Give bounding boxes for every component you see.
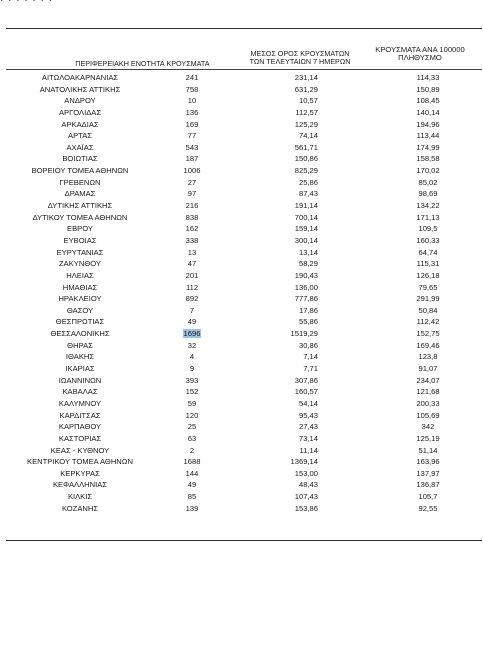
table-row xyxy=(0,316,483,328)
cell-region: ΙΩΑΝΝΙΝΩΝ xyxy=(58,375,102,385)
table-row xyxy=(0,503,483,515)
cell-per100k: 234,07 xyxy=(416,375,440,385)
cell-region: ΗΛΕΙΑΣ xyxy=(66,270,94,280)
selected-text-highlight[interactable]: 1696 xyxy=(183,329,201,339)
table-row xyxy=(0,375,483,387)
table-row xyxy=(0,258,483,270)
cell-region: ΚΑΛΥΜΝΟΥ xyxy=(58,398,102,408)
table-row xyxy=(0,188,483,200)
table-row xyxy=(0,491,483,503)
cell-region: ΚΑΣΤΟΡΙΑΣ xyxy=(58,433,102,443)
cell-cases: 49 xyxy=(187,480,197,490)
header-per100k-line2: ΠΛΗΘΥΣΜΟ xyxy=(398,53,442,62)
cell-region: ΙΘΑΚΗΣ xyxy=(65,352,95,362)
cell-per100k: 113,44 xyxy=(416,131,440,141)
table-row xyxy=(0,456,483,468)
cell-avg7: 1519,29 xyxy=(290,329,318,339)
cell-cases: 1688 xyxy=(183,457,201,467)
cell-region: ΑΡΤΑΣ xyxy=(68,131,92,141)
cell-avg7: 825,29 xyxy=(294,166,318,176)
table-row xyxy=(0,305,483,317)
cell-per100k: 112,42 xyxy=(416,317,440,327)
cell-region: ΚΑΡΠΑΘΟΥ xyxy=(58,422,102,432)
cell-cases: 4 xyxy=(189,352,195,362)
table-row xyxy=(0,421,483,433)
cell-region: ΕΥΡΥΤΑΝΙΑΣ xyxy=(56,247,104,257)
table-body xyxy=(0,72,483,514)
cell-region: ΑΡΓΟΛΙΔΑΣ xyxy=(58,107,102,117)
cell-cases: 1006 xyxy=(183,166,201,176)
cell-cases: 120 xyxy=(185,410,199,420)
cell-region: ΗΜΑΘΙΑΣ xyxy=(62,282,98,292)
cell-region: ΘΕΣΣΑΛΟΝΙΚΗΣ xyxy=(50,329,110,339)
cell-avg7: 13,14 xyxy=(298,247,318,257)
header-cases: ΚΡΟΥΣΜΑΤΑ xyxy=(166,59,210,68)
table-row xyxy=(0,177,483,189)
table-row xyxy=(0,153,483,165)
cell-per100k: 152,75 xyxy=(416,329,440,339)
cell-cases: 169 xyxy=(185,119,199,129)
table-row xyxy=(0,282,483,294)
header-avg7-line2: ΤΩΝ ΤΕΛΕΥΤΑΙΩΝ 7 ΗΜΕΡΩΝ xyxy=(249,57,351,66)
cell-avg7: 30,86 xyxy=(298,340,318,350)
cell-per100k: 136,87 xyxy=(416,480,440,490)
table-row xyxy=(0,119,483,131)
table-row xyxy=(0,328,483,340)
cell-per100k: 108,45 xyxy=(416,96,440,106)
cell-avg7: 7,71 xyxy=(303,364,318,374)
cell-per100k: 158,58 xyxy=(416,154,440,164)
cell-region: ΚΙΛΚΙΣ xyxy=(67,492,93,502)
cell-cases: 758 xyxy=(185,84,199,94)
cell-avg7: 17,86 xyxy=(298,305,318,315)
cell-cases: 201 xyxy=(185,270,199,280)
cell-cases: 25 xyxy=(187,422,197,432)
table-row xyxy=(0,165,483,177)
header-per100k xyxy=(362,46,478,62)
cell-per100k: 105,69 xyxy=(416,410,440,420)
cell-cases: 139 xyxy=(185,503,199,513)
cropped-header-text: · · · · · · · xyxy=(0,0,53,6)
cell-region: ΚΟΖΑΝΗΣ xyxy=(61,503,99,513)
cell-avg7: 95,43 xyxy=(298,410,318,420)
cell-avg7: 7,14 xyxy=(303,352,318,362)
cell-region: ΓΡΕΒΕΝΩΝ xyxy=(59,177,101,187)
cell-region: ΔΥΤΙΚΗΣ ΑΤΤΙΚΗΣ xyxy=(47,201,113,211)
cell-cases: 85 xyxy=(187,492,197,502)
table-row xyxy=(0,340,483,352)
cell-avg7: 631,29 xyxy=(294,84,318,94)
cell-cases: 187 xyxy=(185,154,199,164)
cell-cases: 77 xyxy=(187,131,197,141)
cell-cases: 393 xyxy=(185,375,199,385)
table-row xyxy=(0,293,483,305)
cell-region: ΘΕΣΠΡΩΤΙΑΣ xyxy=(55,317,105,327)
cell-avg7: 54,14 xyxy=(298,398,318,408)
cell-avg7: 48,43 xyxy=(298,480,318,490)
cell-cases: 47 xyxy=(187,259,197,269)
cell-region: ΑΙΤΩΛΟΑΚΑΡΝΑΝΙΑΣ xyxy=(41,73,119,82)
cell-avg7: 153,00 xyxy=(294,468,318,478)
cell-cases: 338 xyxy=(185,235,199,245)
cell-avg7: 136,00 xyxy=(294,282,318,292)
cell-avg7: 1369,14 xyxy=(290,457,318,467)
cell-region: ΑΝΔΡΟΥ xyxy=(64,96,96,106)
cell-region: ΑΝΑΤΟΛΙΚΗΣ ΑΤΤΙΚΗΣ xyxy=(39,84,121,94)
table-bottom-rule xyxy=(6,540,482,541)
cell-per100k: 125,19 xyxy=(416,433,440,443)
cell-per100k: 79,65 xyxy=(418,282,438,292)
cell-avg7: 112,57 xyxy=(295,107,318,117)
cell-avg7: 777,86 xyxy=(294,294,318,304)
table-row xyxy=(0,130,483,142)
table-row xyxy=(0,223,483,235)
cell-cases: 838 xyxy=(185,212,199,222)
cell-region: ΔΥΤΙΚΟΥ ΤΟΜΕΑ ΑΘΗΝΩΝ xyxy=(32,212,128,222)
table-top-rule xyxy=(6,28,482,29)
cell-per100k: 160,33 xyxy=(416,235,440,245)
cell-avg7: 10,57 xyxy=(298,96,318,106)
cell-region: ΒΟΡΕΙΟΥ ΤΟΜΕΑ ΑΘΗΝΩΝ xyxy=(31,166,129,176)
cell-per100k: 92,55 xyxy=(418,503,438,513)
cell-avg7: 153,86 xyxy=(294,503,318,513)
cell-per100k: 91,07 xyxy=(418,364,438,374)
cell-avg7: 190,43 xyxy=(294,270,318,280)
table-row xyxy=(0,247,483,259)
cell-per100k: 50,84 xyxy=(418,305,438,315)
cell-cases xyxy=(164,328,220,340)
cell-per100k: 64,74 xyxy=(418,247,438,257)
cell-cases: 10 xyxy=(187,96,197,106)
table-row xyxy=(0,363,483,375)
cell-region: ΚΕΡΚΥΡΑΣ xyxy=(60,468,100,478)
cell-cases: 162 xyxy=(185,224,199,234)
cell-region: ΚΕΝΤΡΙΚΟΥ ΤΟΜΕΑ ΑΘΗΝΩΝ xyxy=(27,457,133,467)
cell-cases: 9 xyxy=(189,364,195,374)
cell-cases: 136 xyxy=(185,107,199,117)
table-row xyxy=(0,72,483,84)
cell-avg7: 231,14 xyxy=(294,73,318,82)
cell-avg7: 300,14 xyxy=(294,235,318,245)
table-row xyxy=(0,270,483,282)
cell-region: ΕΒΡΟΥ xyxy=(67,224,93,234)
cell-per100k: 163,96 xyxy=(416,457,440,467)
cell-avg7: 561,71 xyxy=(294,142,318,152)
cell-cases: 152 xyxy=(185,387,199,397)
header-avg7 xyxy=(240,50,360,66)
cell-avg7: 159,14 xyxy=(294,224,318,234)
cell-per100k: 170,02 xyxy=(416,166,440,176)
header-region: ΠΕΡΙΦΕΡΕΙΑΚΗ ΕΝΟΤΗΤΑ xyxy=(75,59,165,68)
cell-avg7: 25,86 xyxy=(298,177,318,187)
cell-cases: 543 xyxy=(185,142,199,152)
cell-cases: 59 xyxy=(187,398,197,408)
table-row xyxy=(0,398,483,410)
cell-avg7: 700,14 xyxy=(294,212,318,222)
cell-cases: 892 xyxy=(185,294,199,304)
header-per100k-line1: ΚΡΟΥΣΜΑΤΑ ΑΝΑ 100000 xyxy=(375,45,465,54)
cell-per100k: 140,14 xyxy=(416,107,440,117)
cell-cases: 49 xyxy=(187,317,197,327)
table-row xyxy=(0,410,483,422)
header-avg7-line1: ΜΕΣΟΣ ΟΡΟΣ ΚΡΟΥΣΜΑΤΩΝ xyxy=(250,49,350,58)
cell-region: ΖΑΚΥΝΘΟΥ xyxy=(59,259,101,269)
cell-per100k: 342 xyxy=(421,422,435,432)
table-row xyxy=(0,84,483,96)
cell-avg7: 191,14 xyxy=(294,201,318,211)
cell-avg7: 11,14 xyxy=(299,445,318,455)
cell-avg7: 58,29 xyxy=(298,259,318,269)
cell-avg7: 74,14 xyxy=(298,131,318,141)
cell-per100k: 123,8 xyxy=(418,352,438,362)
cell-region: ΚΕΦΑΛΛΗΝΙΑΣ xyxy=(52,480,108,490)
cell-cases: 7 xyxy=(189,305,195,315)
table-row xyxy=(0,235,483,247)
table-row xyxy=(0,479,483,491)
cell-per100k: 115,31 xyxy=(416,259,440,269)
cell-per100k: 51,14 xyxy=(418,445,438,455)
table-row xyxy=(0,433,483,445)
table-row xyxy=(0,142,483,154)
table-row xyxy=(0,200,483,212)
cell-per100k: 291,99 xyxy=(416,294,440,304)
cell-cases: 2 xyxy=(189,445,195,455)
table-row xyxy=(0,107,483,119)
table-row xyxy=(0,351,483,363)
cell-avg7: 307,86 xyxy=(294,375,318,385)
cell-cases: 216 xyxy=(185,201,199,211)
cell-cases: 144 xyxy=(185,468,199,478)
cell-per100k: 200,33 xyxy=(416,398,440,408)
cell-per100k: 121,68 xyxy=(416,387,440,397)
cell-avg7: 87,43 xyxy=(298,189,318,199)
cell-per100k: 134,22 xyxy=(416,201,440,211)
cell-cases: 97 xyxy=(187,189,197,199)
cell-cases: 27 xyxy=(187,177,197,187)
cell-per100k: 194,96 xyxy=(416,119,440,129)
cell-per100k: 171,13 xyxy=(416,212,440,222)
cell-avg7: 125,29 xyxy=(294,119,318,129)
cell-per100k: 98,69 xyxy=(418,189,438,199)
cell-per100k: 174,99 xyxy=(416,142,440,152)
cell-region: ΙΚΑΡΙΑΣ xyxy=(65,364,95,374)
cell-region: ΗΡΑΚΛΕΙΟΥ xyxy=(58,294,102,304)
cell-cases: 112 xyxy=(185,282,199,292)
cell-cases: 63 xyxy=(187,433,197,443)
cell-per100k: 85,02 xyxy=(418,177,438,187)
cell-region: ΚΑΡΔΙΤΣΑΣ xyxy=(59,410,101,420)
cell-region: ΑΧΑΪΑΣ xyxy=(66,142,94,152)
cell-region: ΚΑΒΑΛΑΣ xyxy=(62,387,98,397)
cell-region: ΕΥΒΟΙΑΣ xyxy=(63,235,97,245)
cell-avg7: 55,86 xyxy=(298,317,318,327)
table-row xyxy=(0,95,483,107)
cell-per100k: 105,7 xyxy=(418,492,438,502)
cell-per100k: 137,97 xyxy=(416,468,440,478)
cell-region: ΔΡΑΜΑΣ xyxy=(64,189,96,199)
cell-cases: 13 xyxy=(187,247,197,257)
table-row xyxy=(0,445,483,457)
table-row xyxy=(0,212,483,224)
table-row xyxy=(0,468,483,480)
cell-region: ΒΟΙΩΤΙΑΣ xyxy=(62,154,98,164)
table-row xyxy=(0,386,483,398)
cell-per100k: 150,89 xyxy=(416,84,440,94)
cell-region: ΚΕΑΣ - ΚΥΘΝΟΥ xyxy=(50,445,110,455)
cell-per100k: 109,5 xyxy=(418,224,438,234)
cell-per100k: 169,46 xyxy=(416,340,440,350)
cell-cases: 32 xyxy=(187,340,197,350)
cell-region: ΘΗΡΑΣ xyxy=(67,340,93,350)
cell-region: ΑΡΚΑΔΙΑΣ xyxy=(61,119,99,129)
cell-avg7: 27,43 xyxy=(298,422,318,432)
cell-avg7: 150,86 xyxy=(294,154,318,164)
header-rule xyxy=(6,69,482,70)
cell-avg7: 160,57 xyxy=(294,387,318,397)
cell-per100k: 114,33 xyxy=(416,73,440,82)
cell-cases: 241 xyxy=(185,73,199,82)
cell-avg7: 73,14 xyxy=(298,433,318,443)
cell-per100k: 126,18 xyxy=(416,270,440,280)
cell-region: ΘΑΣΟΥ xyxy=(66,305,94,315)
cell-avg7: 107,43 xyxy=(294,492,318,502)
